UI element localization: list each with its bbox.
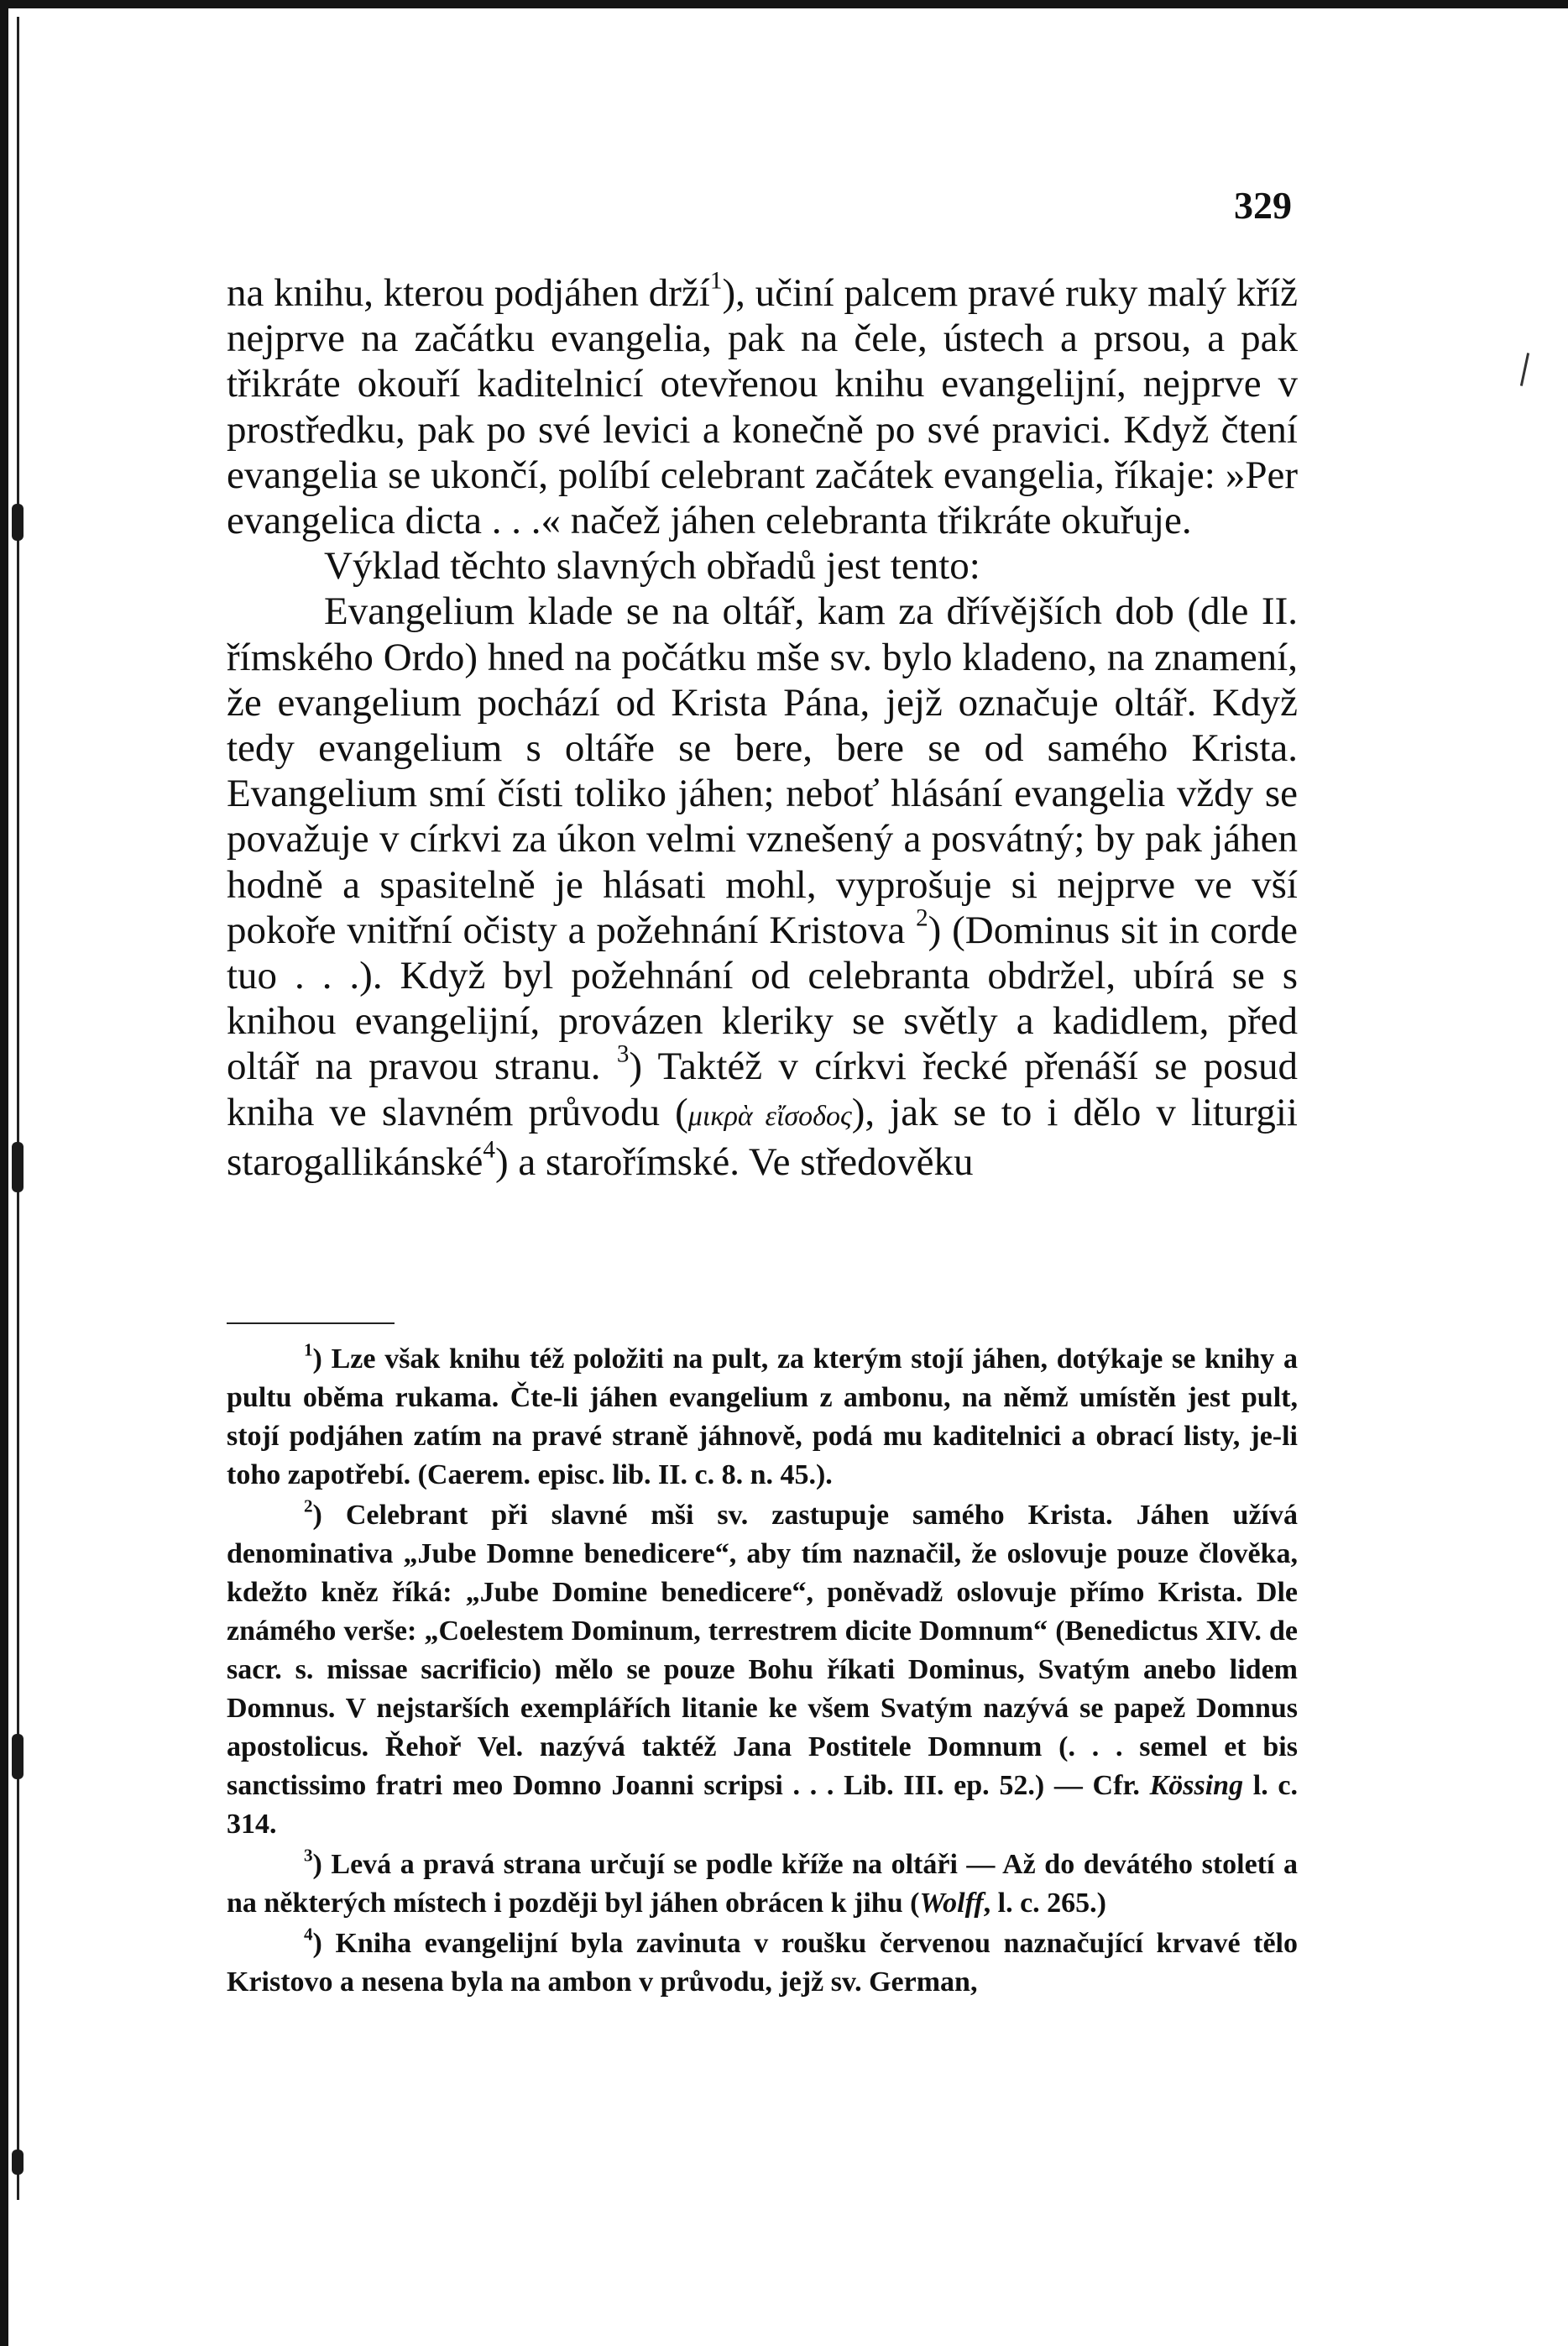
body-text [227, 267, 1299, 1185]
footnote-marker: 1 [709, 267, 723, 295]
footnote: $^1$) Lze však knihu též položiti na pult, za kterým stojí jáhen, dotýkaje se knihy a pultu oběma rukama. Čte-li jáhen evangelium z ambonu, na němž umístěn jest pult, stojí podjáhen zatím na pravé straně jáhnově, podá mu kaditelnici a obrací listy, je-li toho zapotřebí. (Caerem. episc. lib. II. c. 8. n. 45.). [227, 1339, 1298, 1490]
footnote-marker: 2 [304, 1495, 313, 1516]
footnote: $^2$) Celebrant při slavné mši sv. zastupuje samého Krista. Jáhen užívá denominativa „Jube Domne benedicere“, aby tím naznačil, že oslovuje pouze člověka, kdežto kněz říká: „Jube Domine benedicere“, poněvadž oslovuje přímo Krista. Dle známého verše: „Coelestem Dominum, terrestrem dicite Domnum“ (Benedictus XIV. de sacr. s. missae sacrificio) mělo se pouze Bohu říkati Dominus, Svatým anebo lidem Domnus. V nejstarších exemplářích litanie ke všem Svatým nazývá se papež Domnus apostolicus. Řehoř Vel. nazývá taktéž Jana Postitele Domnum (. . . semel et bis sanctissimo fratri meo Domno Joanni scripsi . . . Lib. III. ep. 52.) — Cfr. Kössing l. c. 314. [227, 1495, 1299, 1840]
footnote-marker: 3 [616, 1041, 630, 1069]
paragraph: Evangelium klade se na oltář, kam za dřívějších dob (dle II. římského Ordo) hned na počátku mše sv. bylo kladeno, na znamení, že evangelium pochází od Krista Pána, jejž označuje oltář. Když tedy evangelium s oltáře se bere, bere se od samého Krista. Evangelium smí čísti toliko jáhen; neboť hlásání evangelia vždy se považuje v církvi za úkon velmi vznešený a posvátný; by pak jáhen hodně a spasitelně je hlásati mohl, vyprošuje si nejprve ve vší pokoře vnitřní očisty a požehnání Kristova $^2$) (Dominus sit in corde tuo . . .). Když byl požehnání od celebranta obdržel, ubírá se s knihou evangelijní, provázen kleriky se světly a kadidlem, před oltář na pravou stranu. $^3$) Taktéž v církvi řecké přenáší se posud kniha ve slavném průvodu (μικρὰ εἴσοδος), jak se to i dělo v liturgii starogallikánské$^4$) a starořímské. Ve středověku [227, 589, 1299, 1184]
footnotes [227, 1340, 1298, 2003]
paragraph: na knihu, kterou podjáhen drží$^1$), učiní palcem pravé ruky malý kříž nejprve na začátku evangelia, pak na čele, ústech a prsou, a pak třikráte okouří kaditelnicí otevřenou knihu evangelijní, nejprve v prostředku, pak po své levici a konečně po své pravici. Když čtení evangelia se ukončí, políbí celebrant začátek evangelia, říkaje: »Per evangelica dicta . . .« načež jáhen celebranta třikráte okuřuje. [227, 267, 1298, 543]
footnote-marker: 1 [304, 1339, 313, 1360]
italic-text: μικρὰ εἴσοδος [687, 1100, 852, 1132]
footnote-divider [227, 1322, 395, 1324]
footnote-marker: 4 [304, 1924, 313, 1945]
footnote: $^4$) Kniha evangelijní byla zavinuta v roušku červenou naznačující krvavé tělo Kristovo a nesena byla na ambon v průvodu, jejž sv. German, [227, 1924, 1298, 1998]
margin-mark [1520, 353, 1529, 386]
paragraph: Výklad těchto slavných obřadů jest tento: [324, 544, 980, 589]
page-number: 329 [1234, 184, 1292, 227]
footnote-marker: 2 [916, 904, 928, 932]
scan-left-edge [0, 0, 8, 2346]
binding-mark [12, 504, 24, 541]
italic-text: Wolff [919, 1888, 984, 1919]
footnote: $^3$) Levá a pravá strana určují se podle kříže na oltáři — Až do devátého století a na některých místech i později byl jáhen obrácen k jihu (Wolff, l. c. 265.) [227, 1845, 1298, 1919]
scan-top-edge [0, 0, 1568, 8]
binding-line [17, 17, 19, 2200]
footnote-marker: 3 [304, 1845, 313, 1866]
footnote-marker: 4 [483, 1136, 495, 1164]
binding-mark [12, 1734, 24, 1779]
italic-text: Kössing [1149, 1770, 1244, 1801]
binding-mark [12, 1142, 24, 1192]
binding-mark [12, 2150, 24, 2175]
